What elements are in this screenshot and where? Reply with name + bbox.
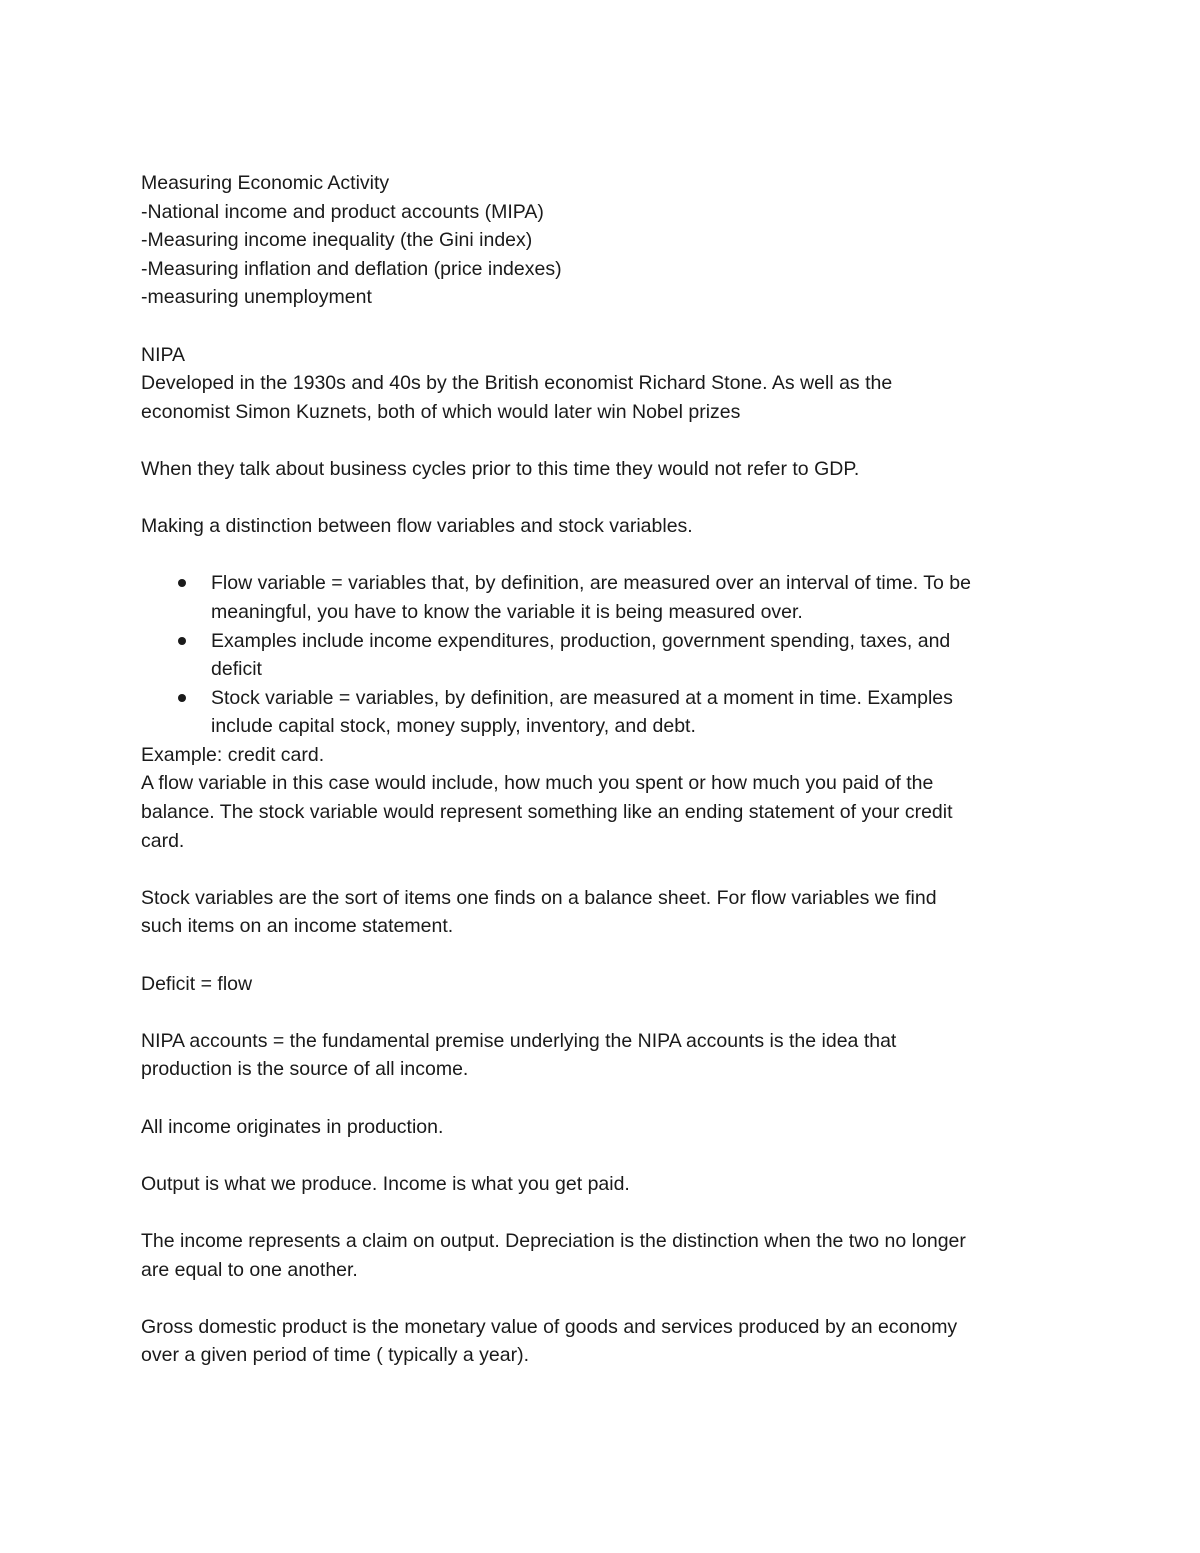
spacer — [141, 541, 1071, 570]
outline-item: -National income and product accounts (MIPA) — [141, 200, 544, 223]
section-heading-nipa: NIPA — [141, 343, 186, 366]
paragraph-example: Example: credit card. — [141, 743, 325, 766]
spacer — [141, 1084, 1071, 1113]
bullet-dot-icon — [178, 694, 186, 702]
spacer — [141, 941, 1071, 970]
paragraph-line: over a given period of time ( typically a year). — [141, 1344, 530, 1367]
paragraph-line: Developed in the 1930s and 40s by the British economist Richard Stone. As well as the — [141, 372, 893, 395]
paragraph-line: production is the source of all income. — [141, 1058, 469, 1081]
bullet-line: Stock variable = variables, by definition, are measured at a moment in time. Examples — [211, 686, 953, 709]
bullet-item — [141, 627, 1071, 684]
bullet-item — [141, 569, 1071, 626]
paragraph-line: The income represents a claim on output. Depreciation is the distinction when the two no longer — [141, 1229, 966, 1252]
paragraph-line: are equal to one another. — [141, 1258, 358, 1281]
paragraph-output: Output is what we produce. Income is what you get paid. — [141, 1172, 630, 1195]
paragraph-line: NIPA accounts = the fundamental premise underlying the NIPA accounts is the idea that — [141, 1029, 897, 1052]
bullet-dot-icon — [178, 637, 186, 645]
bullet-line: Flow variable = variables that, by definition, are measured over an interval of time. To be — [211, 572, 971, 595]
paragraph-all-income: All income originates in production. — [141, 1115, 444, 1138]
spacer — [141, 312, 1071, 341]
spacer — [141, 998, 1071, 1027]
document-page — [141, 169, 1071, 1370]
bullet-list — [141, 569, 1071, 741]
paragraph-business-cycles: When they talk about business cycles prior to this time they would not refer to GDP. — [141, 457, 860, 480]
outline-item: -Measuring inflation and deflation (price indexes) — [141, 257, 562, 280]
spacer — [141, 426, 1071, 455]
bullet-line: meaningful, you have to know the variable it is being measured over. — [211, 600, 803, 623]
outline-item: -Measuring income inequality (the Gini index) — [141, 229, 533, 252]
bullet-line: deficit — [211, 658, 262, 681]
spacer — [141, 484, 1071, 513]
paragraph-line: card. — [141, 829, 185, 852]
paragraph-line: such items on an income statement. — [141, 915, 454, 938]
bullet-dot-icon — [178, 579, 186, 587]
bullet-line: include capital stock, money supply, inventory, and debt. — [211, 715, 696, 738]
paragraph-deficit: Deficit = flow — [141, 972, 253, 995]
spacer — [141, 1284, 1071, 1313]
paragraph-line: A flow variable in this case would include, how much you spent or how much you paid of the — [141, 772, 934, 795]
paragraph-distinction: Making a distinction between flow variables and stock variables. — [141, 515, 693, 538]
paragraph-line: economist Simon Kuznets, both of which would later win Nobel prizes — [141, 400, 741, 423]
spacer — [141, 1141, 1071, 1170]
document-title: Measuring Economic Activity — [141, 172, 390, 194]
paragraph-line: Gross domestic product is the monetary value of goods and services produced by an economy — [141, 1315, 958, 1338]
spacer — [141, 1198, 1071, 1227]
bullet-item — [141, 684, 1071, 741]
spacer — [141, 855, 1071, 884]
paragraph-line: balance. The stock variable would represent something like an ending statement of your credit — [141, 801, 953, 824]
outline-item: -measuring unemployment — [141, 286, 372, 309]
bullet-line: Examples include income expenditures, production, government spending, taxes, and — [211, 629, 951, 652]
paragraph-line: Stock variables are the sort of items one finds on a balance sheet. For flow variables we find — [141, 886, 937, 909]
